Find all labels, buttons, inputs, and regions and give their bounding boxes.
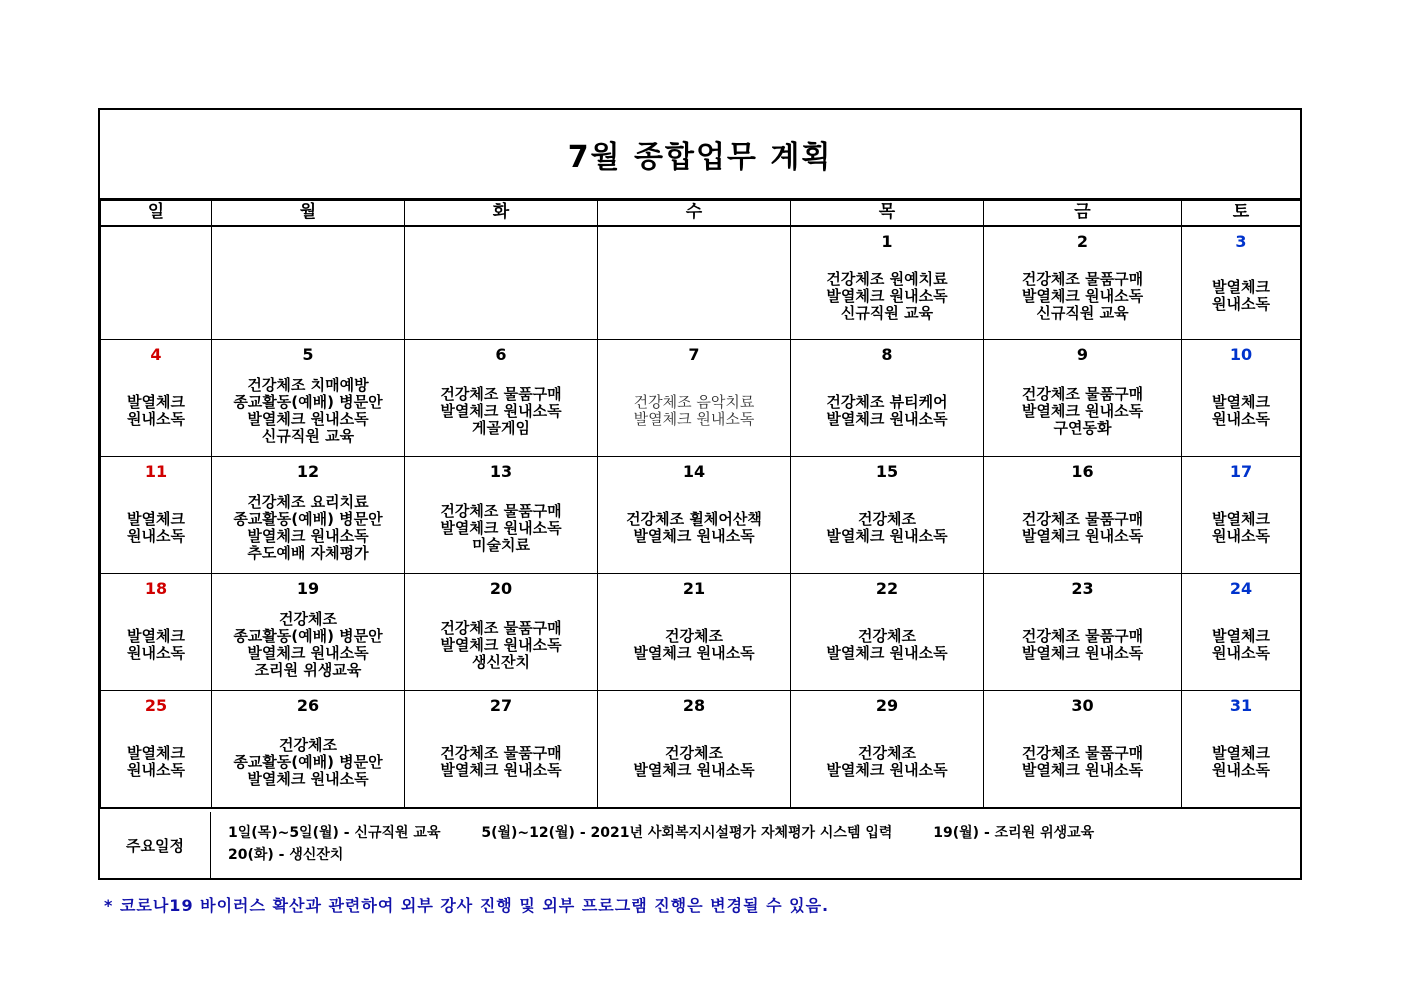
activity-item: 건강체조	[665, 744, 723, 762]
weekday-header: 토	[1182, 201, 1301, 227]
calendar-sheet	[98, 108, 1302, 880]
activity-item: 신규직원 교육	[261, 427, 355, 445]
activity-item: 발열체크	[127, 393, 185, 411]
activity-item: 발열체크	[1212, 510, 1270, 528]
day-number: 22	[875, 579, 899, 598]
calendar-week-row	[101, 574, 1301, 691]
day-cell	[1182, 691, 1301, 809]
activity-item: 발열체크	[1212, 744, 1270, 762]
schedule-item: 5(월)~12(월) - 2021년 사회복지시설평가 자체평가 시스템 입력	[481, 825, 893, 841]
weekday-header: 수	[598, 201, 791, 227]
day-number: 20	[489, 579, 513, 598]
activity-item: 구연동화	[1053, 418, 1112, 437]
day-number: 14	[682, 462, 706, 481]
activity-item: 발열체크 원내소독	[633, 761, 755, 779]
day-cell	[791, 574, 984, 691]
activity-item: 조리원 위생교육	[254, 661, 362, 679]
day-cell	[212, 457, 405, 574]
activity-item: 발열체크	[127, 627, 185, 645]
day-cell	[984, 574, 1182, 691]
activity-item: 발열체크	[1212, 393, 1270, 411]
calendar-week-row	[101, 340, 1301, 457]
activity-item: 발열체크 원내소독	[1021, 286, 1144, 305]
weekday-header: 금	[984, 201, 1182, 227]
weekday-header-row	[101, 201, 1301, 227]
activity-item: 발열체크 원내소독	[247, 644, 369, 662]
day-number: 10	[1229, 345, 1253, 364]
activity-item: 발열체크	[127, 510, 185, 528]
activity-item: 발열체크 원내소독	[826, 644, 948, 662]
activity-list	[405, 717, 597, 807]
activity-item: 건강체조 물품구매	[1021, 269, 1144, 288]
activity-list	[405, 366, 597, 456]
footnote: * 코로나19 바이러스 확산과 관련하여 외부 강사 진행 및 외부 프로그램 진행은 변경될 수 있음.	[104, 896, 830, 915]
activity-list	[791, 717, 983, 807]
activity-item: 발열체크 원내소독	[826, 761, 948, 779]
activity-item: 종교활동(예배) 병문안	[233, 393, 383, 411]
activity-item: 미술치료	[472, 535, 530, 554]
activity-list	[101, 717, 211, 807]
activity-item: 발열체크 원내소독	[247, 527, 369, 545]
calendar-week-row	[101, 457, 1301, 574]
activity-item: 건강체조	[279, 610, 337, 628]
weekday-header: 화	[405, 201, 598, 227]
day-number: 28	[682, 696, 706, 715]
day-cell	[791, 340, 984, 457]
title-row	[100, 110, 1300, 200]
activity-item: 원내소독	[1212, 527, 1270, 545]
activity-list	[405, 600, 597, 690]
activity-item: 발열체크 원내소독	[1021, 761, 1144, 779]
activity-item: 건강체조 물품구매	[1021, 384, 1144, 403]
activity-list	[101, 253, 211, 339]
weekday-header: 목	[791, 201, 984, 227]
activity-item: 건강체조	[665, 627, 723, 645]
day-number: 2	[1076, 232, 1089, 251]
day-cell	[405, 457, 598, 574]
day-cell	[984, 457, 1182, 574]
activity-list	[984, 483, 1181, 573]
day-number: 26	[296, 696, 320, 715]
activity-item: 원내소독	[1212, 295, 1270, 313]
day-number: 13	[489, 462, 513, 481]
day-cell	[598, 226, 791, 340]
activity-item: 발열체크 원내소독	[440, 635, 562, 654]
activity-item: 건강체조 물품구매	[1021, 627, 1144, 645]
schedule-item: 20(화) - 생신잔치	[228, 847, 344, 863]
activity-list	[1182, 483, 1300, 573]
day-cell	[984, 691, 1182, 809]
day-cell	[212, 226, 405, 340]
day-number: 17	[1229, 462, 1253, 481]
day-cell	[1182, 574, 1301, 691]
day-cell	[791, 691, 984, 809]
activity-item: 발열체크 원내소독	[247, 769, 369, 788]
activity-list	[791, 253, 983, 339]
activity-item: 발열체크 원내소독	[633, 644, 755, 662]
activity-list	[984, 366, 1181, 456]
key-schedule-row	[100, 812, 1300, 878]
day-cell	[598, 340, 791, 457]
day-number: 21	[682, 579, 706, 598]
activity-item: 건강체조 요리치료	[247, 493, 369, 511]
activity-list	[984, 253, 1181, 339]
activity-item: 발열체크	[127, 744, 185, 762]
day-number: 24	[1229, 579, 1253, 598]
activity-item: 건강체조 원예치료	[826, 269, 948, 288]
activity-list	[1182, 600, 1300, 690]
day-cell	[1182, 340, 1301, 457]
activity-list	[1182, 253, 1300, 339]
activity-list	[101, 600, 211, 690]
activity-item: 원내소독	[127, 527, 185, 545]
activity-list	[984, 717, 1181, 807]
day-cell	[984, 226, 1182, 340]
day-cell	[101, 574, 212, 691]
day-number: 29	[875, 696, 899, 715]
day-cell	[598, 574, 791, 691]
calendar-week-row	[101, 691, 1301, 809]
day-cell	[101, 340, 212, 457]
day-number: 12	[296, 462, 320, 481]
activity-list	[212, 600, 404, 690]
day-cell	[405, 691, 598, 809]
activity-item: 발열체크	[1212, 278, 1270, 296]
activity-item: 게골게임	[472, 418, 530, 437]
page-title: 7월 종합업무 계획	[567, 140, 833, 175]
calendar-week-row	[101, 226, 1301, 340]
activity-item: 건강체조 치매예방	[247, 376, 369, 394]
day-cell	[405, 574, 598, 691]
activity-item: 건강체조 음악치료	[633, 393, 755, 411]
activity-item: 원내소독	[1212, 761, 1270, 779]
day-number: 7	[688, 345, 700, 364]
activity-item: 건강체조	[858, 510, 916, 528]
calendar-table	[100, 200, 1301, 809]
weekday-header: 일	[101, 201, 212, 227]
activity-item: 생신잔치	[472, 652, 530, 671]
activity-list	[791, 600, 983, 690]
day-cell	[212, 340, 405, 457]
activity-item: 원내소독	[127, 644, 185, 662]
day-number: 3	[1235, 232, 1247, 251]
activity-item: 건강체조 물품구매	[1021, 744, 1144, 762]
day-number: 9	[1076, 345, 1089, 364]
activity-item: 건강체조 물품구매	[440, 501, 562, 520]
activity-list	[598, 483, 790, 573]
activity-list	[101, 366, 211, 456]
activity-item: 원내소독	[1212, 644, 1270, 662]
activity-item: 건강체조 물품구매	[440, 744, 562, 762]
day-cell	[791, 457, 984, 574]
day-number: 4	[150, 345, 162, 364]
activity-list	[598, 366, 790, 456]
activity-item: 발열체크 원내소독	[633, 527, 755, 545]
activity-item: 발열체크	[1212, 627, 1270, 645]
day-cell	[598, 457, 791, 574]
day-cell	[405, 226, 598, 340]
day-cell	[212, 691, 405, 809]
activity-item: 건강체조	[858, 627, 916, 645]
activity-list	[405, 253, 597, 339]
day-cell	[1182, 457, 1301, 574]
activity-item: 종교활동(예배) 병문안	[233, 627, 383, 645]
day-number: 15	[875, 462, 899, 481]
day-cell	[212, 574, 405, 691]
day-number: 30	[1071, 696, 1094, 715]
schedule-item: 1일(목)~5일(월) - 신규직원 교육	[228, 825, 441, 841]
day-number: 19	[296, 579, 320, 598]
activity-item: 건강체조	[279, 735, 337, 754]
activity-item: 발열체크 원내소독	[440, 401, 562, 420]
activity-item: 발열체크 원내소독	[1021, 644, 1144, 662]
day-cell	[101, 226, 212, 340]
activity-item: 추도예배 자체평가	[247, 544, 369, 562]
day-cell	[1182, 226, 1301, 340]
activity-list	[212, 717, 404, 807]
activity-item: 건강체조 물품구매	[440, 618, 562, 637]
activity-list	[598, 253, 790, 339]
activity-list	[212, 253, 404, 339]
activity-item: 발열체크 원내소독	[440, 518, 562, 537]
day-cell	[101, 457, 212, 574]
activity-item: 발열체크 원내소독	[1021, 527, 1144, 545]
activity-item: 발열체크 원내소독	[826, 286, 948, 305]
day-number: 11	[144, 462, 168, 481]
day-number: 6	[495, 345, 507, 364]
day-number: 5	[302, 345, 314, 364]
activity-item: 종교활동(예배) 병문안	[233, 510, 383, 528]
activity-list	[598, 600, 790, 690]
activity-list	[791, 483, 983, 573]
day-cell	[405, 340, 598, 457]
activity-item: 건강체조 뷰티케어	[826, 393, 948, 411]
activity-item: 종교활동(예배) 병문안	[233, 752, 383, 771]
day-cell	[791, 226, 984, 340]
activity-list	[212, 483, 404, 573]
activity-item: 신규직원 교육	[1036, 303, 1129, 322]
day-cell	[101, 691, 212, 809]
activity-list	[101, 483, 211, 573]
activity-list	[791, 366, 983, 456]
day-number: 31	[1229, 696, 1253, 715]
day-cell	[598, 691, 791, 809]
day-number: 25	[144, 696, 168, 715]
activity-item: 발열체크 원내소독	[440, 761, 562, 779]
key-schedule-label: 주요일정	[100, 812, 211, 878]
activity-list	[405, 483, 597, 573]
activity-list	[984, 600, 1181, 690]
activity-item: 발열체크 원내소독	[247, 410, 369, 428]
day-number: 16	[1071, 462, 1094, 481]
day-cell	[984, 340, 1182, 457]
activity-item: 건강체조 물품구매	[1021, 510, 1144, 528]
key-schedule-body	[228, 822, 1288, 866]
activity-list	[1182, 717, 1300, 807]
activity-list	[1182, 366, 1300, 456]
activity-item: 원내소독	[127, 761, 185, 779]
activity-item: 건강체조 휠체어산책	[626, 510, 762, 528]
day-number: 23	[1071, 579, 1094, 598]
day-number: 18	[144, 579, 168, 598]
activity-list	[212, 366, 404, 456]
activity-item: 발열체크 원내소독	[1021, 401, 1144, 420]
activity-list	[598, 717, 790, 807]
weekday-header: 월	[212, 201, 405, 227]
activity-item: 발열체크 원내소독	[826, 527, 948, 545]
day-number: 8	[881, 345, 893, 364]
activity-item: 발열체크 원내소독	[826, 410, 948, 428]
activity-item: 원내소독	[127, 410, 185, 428]
schedule-item: 19(월) - 조리원 위생교육	[933, 825, 1095, 841]
activity-item: 건강체조 물품구매	[440, 384, 562, 403]
activity-item: 원내소독	[1212, 410, 1270, 428]
day-number: 27	[489, 696, 513, 715]
activity-item: 건강체조	[858, 744, 916, 762]
activity-item: 신규직원 교육	[840, 303, 934, 322]
activity-item: 발열체크 원내소독	[633, 410, 755, 428]
day-number: 1	[881, 232, 893, 251]
